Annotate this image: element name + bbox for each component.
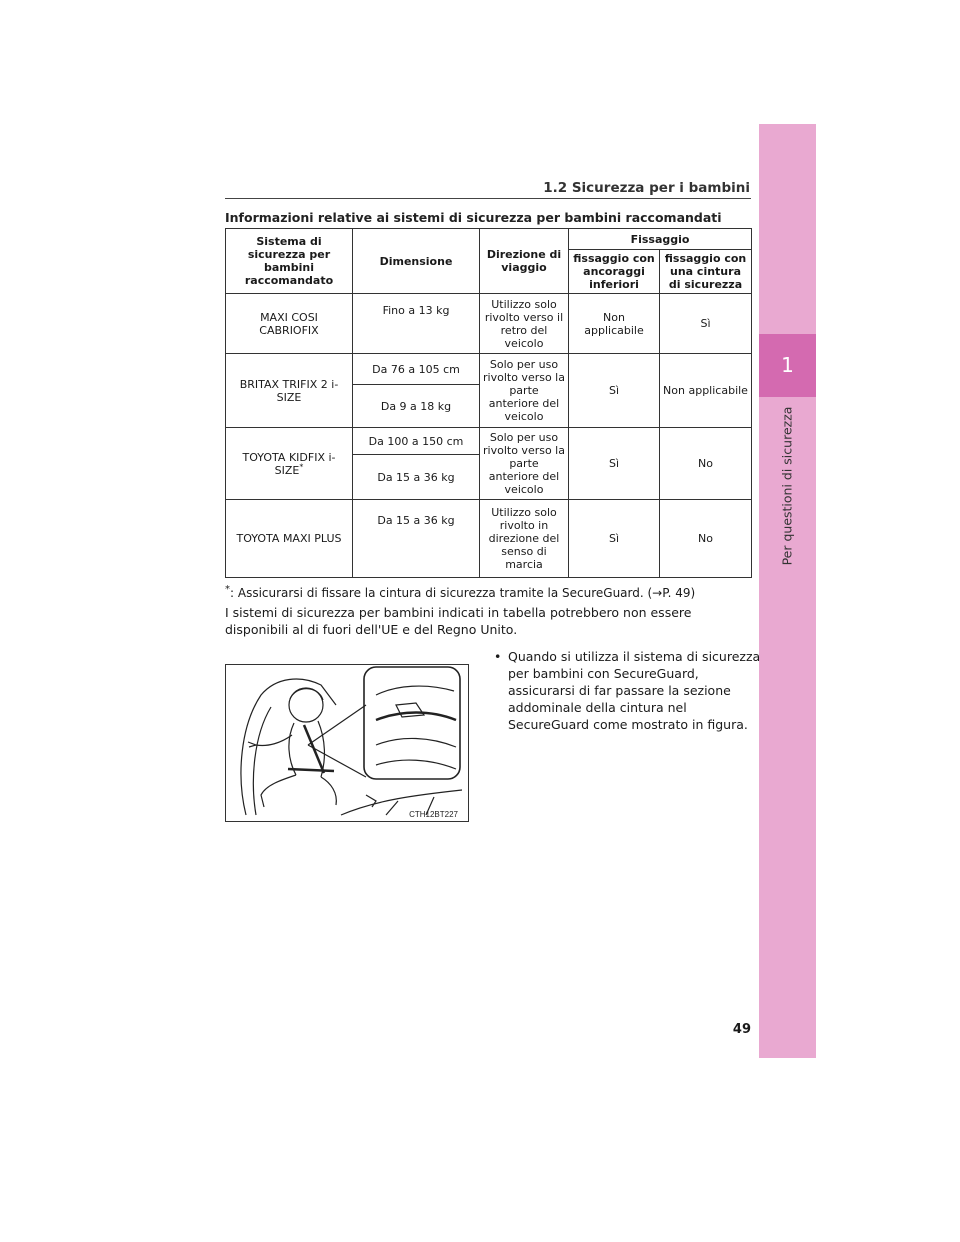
chapter-number: 1 [781,353,794,377]
header-fastening: Fissaggio [569,229,752,250]
cell-direction: Utilizzo solo rivolto in direzione del senso di marcia [480,500,569,578]
cell-system [226,428,353,500]
cell-size: Da 15 a 36 kg [353,500,480,578]
header-system: Sistema di sicurezza per bambini raccomandato [226,229,353,294]
cell-lower: Sì [569,428,660,500]
table-row [226,500,752,578]
bullet-text: Quando si utilizza il sistema di sicurezza per bambini con SecureGuard, assicurarsi di far passare la sezione addominale della cintura nel SecureGuard come mostrato in figura. [508,649,761,732]
side-tab [759,124,816,1058]
header-lower-anchors: fissaggio con ancoraggi inferiori [569,250,660,294]
cell-size: Da 15 a 36 kg [353,455,480,500]
cell-lower: Non applicabile [569,294,660,354]
header-rule [225,198,751,199]
seat-table [225,228,752,578]
secureguard-bullet [494,648,763,733]
cell-direction: Utilizzo solo rivolto verso il retro del veicolo [480,294,569,354]
page-number: 49 [732,1022,751,1037]
footnote [225,582,751,601]
page-title: Informazioni relative ai sistemi di sicurezza per bambini raccomandati [225,210,722,225]
cell-size: Fino a 13 kg [353,294,480,354]
cell-system-text: TOYOTA KIDFIX i-SIZE [242,450,336,477]
cell-system: TOYOTA MAXI PLUS [226,500,353,578]
cell-system: MAXI COSI CABRIOFIX [226,294,353,354]
cell-lower: Sì [569,354,660,428]
cell-direction: Solo per uso rivolto verso la parte anteriore del veicolo [480,428,569,500]
cell-belt: Non applicabile [660,354,752,428]
cell-size: Da 76 a 105 cm [353,354,480,385]
secureguard-illustration [225,664,469,822]
figure-code: CTH12BT227 [409,810,458,819]
cell-belt: Sì [660,294,752,354]
footnote-mark: * [299,461,304,471]
cell-system: BRITAX TRIFIX 2 i-SIZE [226,354,353,428]
cell-belt: No [660,500,752,578]
cell-size: Da 100 a 150 cm [353,428,480,455]
child-seat-drawing [226,665,469,822]
header-seat-belt: fissaggio con una cintura di sicurezza [660,250,752,294]
section-header: 1.2 Sicurezza per i bambini [543,180,750,196]
header-direction: Direzione di viaggio [480,229,569,294]
header-size: Dimensione [353,229,480,294]
bullet-dot: • [494,649,502,664]
footnote-mark: * [225,584,230,595]
cell-belt: No [660,428,752,500]
footnote-text: : Assicurarsi di fissare la cintura di sicurezza tramite la SecureGuard. (→P. 49) [230,586,696,600]
cell-size: Da 9 a 18 kg [353,385,480,428]
availability-paragraph: I sistemi di sicurezza per bambini indicati in tabella potrebbero non essere disponibili al di fuori dell'UE e del Regno Unito. [225,605,692,637]
table-row [226,294,752,354]
chapter-label: Per questioni di sicurezza [779,406,795,566]
table-row [226,354,752,385]
table-row [226,428,752,455]
cell-direction: Solo per uso rivolto verso la parte anteriore del veicolo [480,354,569,428]
cell-lower: Sì [569,500,660,578]
